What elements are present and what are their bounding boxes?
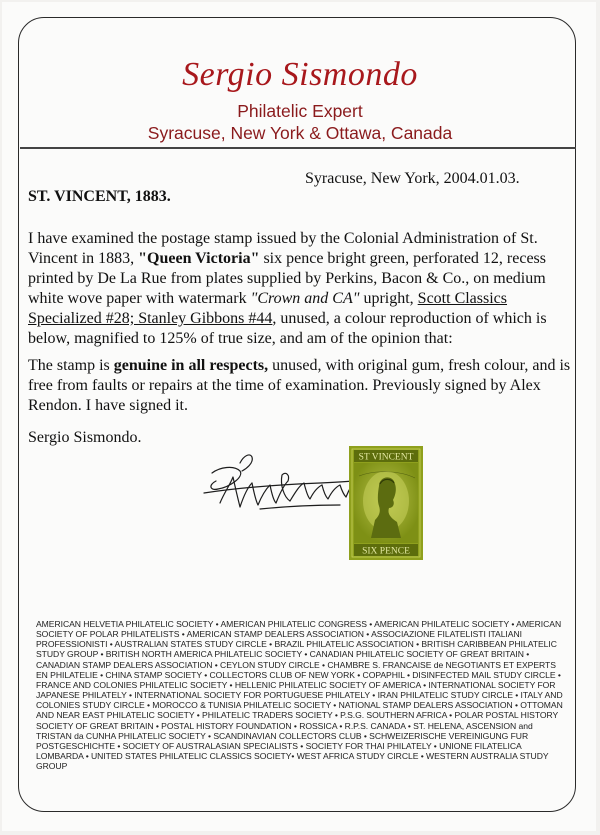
- certificate-heading: ST. VINCENT, 1883.: [28, 188, 171, 205]
- catalogue-reference: Scott Classics Specialized #28; Stanley Gibbons #44: [28, 290, 508, 327]
- certificate-date: Syracuse, New York, 2004.01.03.: [305, 170, 520, 187]
- opinion-paragraph: The stamp is genuine in all respects, unused, with original gum, fresh colour, and is free from faults or repairs at the time of examination. Previously signed by Alex Rendon. I have signed it.: [28, 357, 571, 414]
- society-memberships: AMERICAN HELVETIA PHILATELIC SOCIETY • AMERICAN PHILATELIC CONGRESS • AMERICAN PHILATELIC SOCIETY • AMERICAN SOCIETY OF POLAR PHILATELISTS • AMERICAN STAMP DEALERS ASSOCIATION • ASSOCIAZIONE FILATELISTI ITALIANI PROFESSIONISTI • AUSTRALIAN STATES STUDY CIRCLE • BRAZIL PHILATELIC ASSOCIATION • BRITISH CARIBBEAN PHILATELIC STUDY GROUP • BRITISH NORTH AMERICA PHILATELIC SOCIETY • CANADIAN PHILATELIC SOCIETY OF GREAT BRITAIN • CANADIAN STAMP DEALERS ASSOCIATION • CEYLON STUDY CIRCLE • CHAMBRE S. FRANCAISE de NEGOTIANTS ET EXPERTS EN PHILATELIE • CHINA STAMP SOCIETY • COLLECTORS CLUB OF NEW YORK • COPAPHIL • DISINFECTED MAIL STUDY CIRCLE • FRANCE AND COLONIES PHILATELIC SOCIETY • HELLENIC PHILATELIC SOCIETY OF AMERICA • INTERNATIONAL SOCIETY FOR JAPANESE PHILATELY • INTERNATIONAL SOCIETY FOR PORTUGUESE PHILATELY • IRAN PHILATELIC STUDY CIRCLE • ITALY AND COLONIES STUDY CIRCLE • MOROCCO & TUNISIA PHILATELIC SOCIETY • NATIONAL STAMP DEALERS ASSOCIATION • OTTOMAN AND NEAR EAST PHILATELIC SOCIETY • PHILATELIC TRADERS SOCIETY • P.S.G. SOUTHERN AFRICA • POLAR POSTAL HISTORY SOCIETY OF GREAT BRITAIN • POSTAL HISTORY FOUNDATION • ROSSICA • R.P.S. CANADA • ST. HELENA, ASCENSION and TRISTAN da CUNHA PHILATELIC SOCIETY • SCANDINAVIAN COLLECTORS CLUB • SCHWEIZERISCHE VEREINIGUNG FUR POSTGESCHICHTE • SOCIETY OF AUSTRALASIAN SPECIALISTS • SOCIETY FOR THAI PHILATELY • UNIONE FILATELICA LOMBARDA • UNITED STATES PHILATELIC CLASSICS SOCIETY• WEST AFRICA STUDY CIRCLE • WESTERN AUSTRALIA STUDY GROUP: [36, 619, 563, 772]
- expert-location: Syracuse, New York & Ottawa, Canada: [147, 123, 453, 143]
- expert-title: Philatelic Expert: [237, 101, 363, 121]
- signoff-name: Sergio Sismondo.: [28, 429, 142, 446]
- header-divider: [20, 147, 576, 149]
- stamp-image: [349, 446, 423, 560]
- stamp-bottom-text: SIX PENCE: [362, 546, 410, 557]
- stamp-top-text: ST VINCENT: [358, 452, 414, 463]
- expert-name-heading: Sergio Sismondo: [182, 56, 418, 93]
- examination-paragraph: I have examined the postage stamp issued by the Colonial Administration of St. Vincent in 1883, "Queen Victoria" six pence bright green, perforated 12, recess printed by De La Rue from plates supplied by Perkins, Bacon & Co., on medium white wove paper with watermark "Crown and CA" upright, Scott Classics Specialized #28; Stanley Gibbons #44, unused, a colour reproduction of which is below, magnified to 125% of true size, and am of the opinion that:: [28, 230, 547, 347]
- handwritten-signature: [200, 445, 365, 525]
